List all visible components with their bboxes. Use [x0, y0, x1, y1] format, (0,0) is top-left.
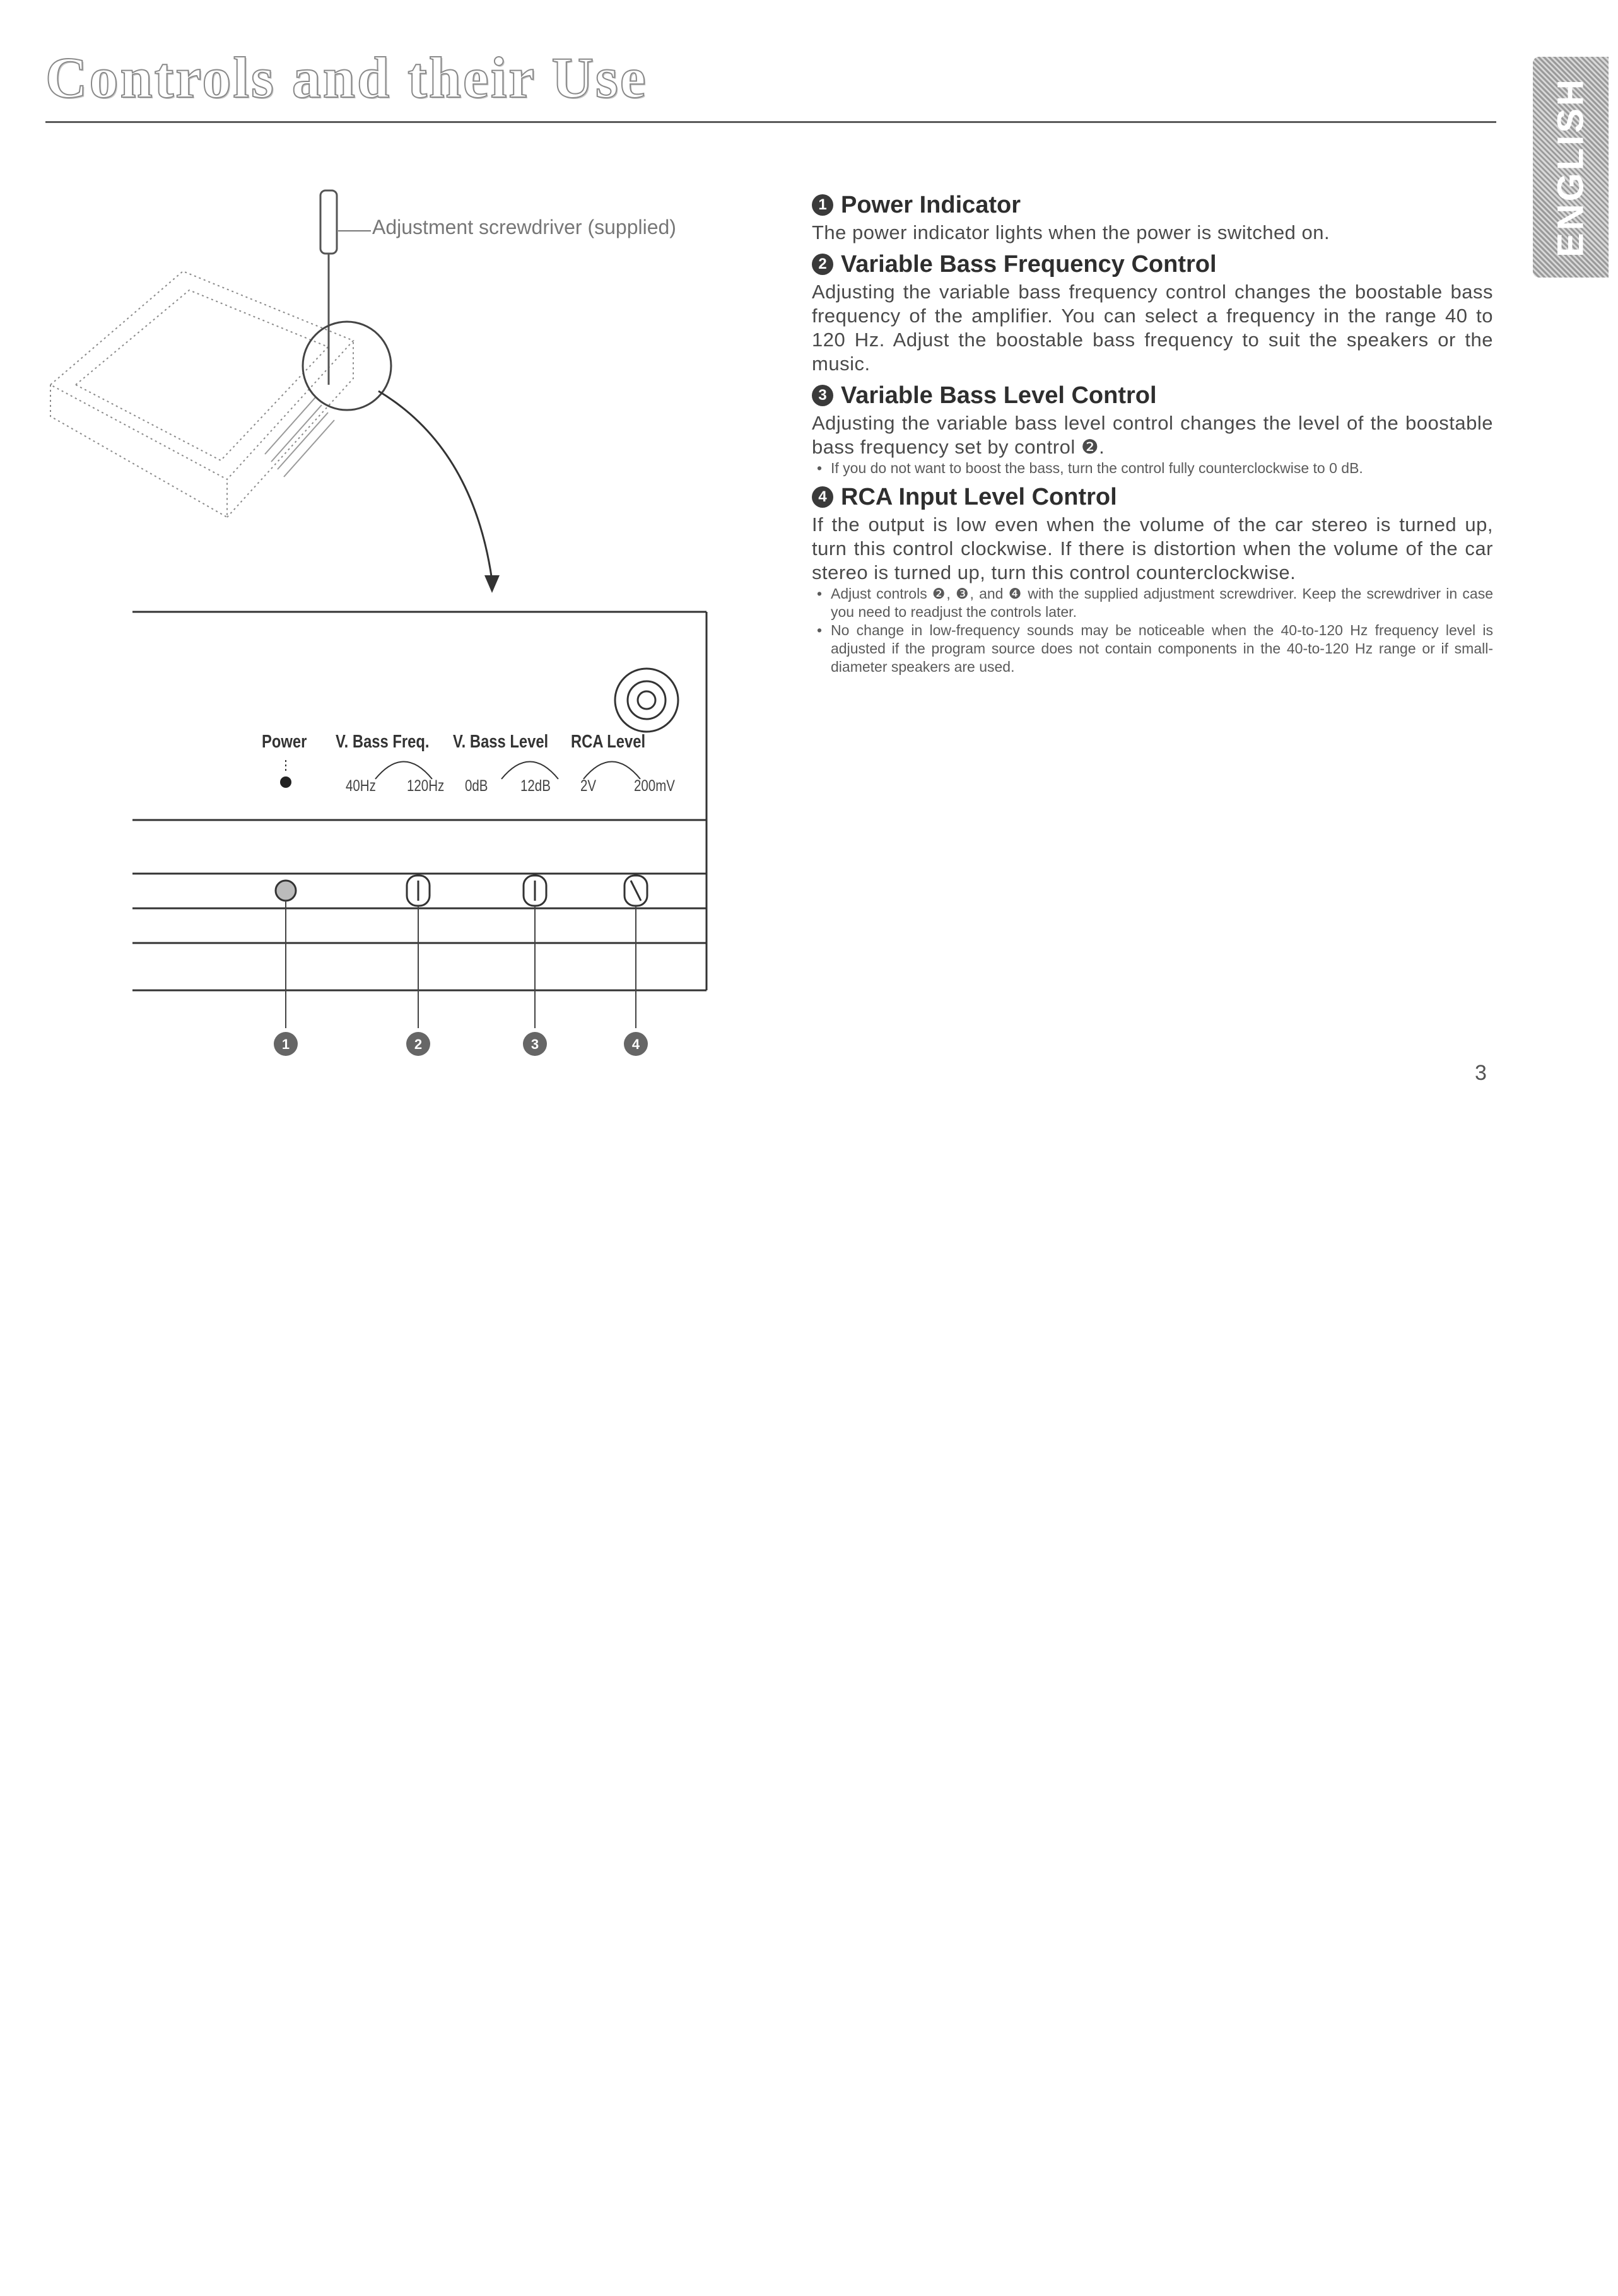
section-number-badge: 4	[812, 486, 833, 508]
section-rca-level	[812, 481, 1493, 676]
scale-rca-level-max: 200mV	[634, 777, 675, 795]
page-title: Controls and their Use	[45, 45, 648, 110]
scale-bass-level-max: 12dB	[520, 777, 551, 795]
section-bass-frequency	[812, 249, 1493, 376]
callout-3: 3	[531, 1036, 539, 1052]
callout-badges	[274, 1032, 648, 1056]
scale-bass-freq-max: 120Hz	[407, 777, 445, 795]
bass-level-knob	[524, 876, 546, 906]
panel-label-rca-level: RCA Level	[571, 732, 646, 752]
section-number-badge: 3	[812, 385, 833, 406]
bass-freq-knob	[407, 876, 430, 906]
section-body: If the output is low even when the volume of the car stereo is turned up, turn this control clockwise. If there is distortion when the volume of the car stereo is turned up, turn this control counterclockwise.	[812, 513, 1493, 583]
panel-label-power: Power	[262, 732, 307, 752]
title-divider	[45, 121, 1496, 123]
page-number: 3	[1475, 1061, 1487, 1085]
section-note: • No change in low-frequency sounds may be noticeable when the 40-to-120 Hz frequency level is adjusted if the program source does not contain components in the 40-to-120 Hz range or if small-diameter speakers are used.	[812, 621, 1493, 676]
section-title: Variable Bass Frequency Control	[841, 251, 1217, 278]
section-power-indicator	[812, 189, 1493, 245]
language-tab	[1533, 57, 1609, 278]
detail-circle	[303, 322, 391, 410]
power-led	[276, 881, 296, 901]
section-note: • If you do not want to boost the bass, turn the control fully counterclockwise to 0 dB.	[812, 459, 1493, 477]
power-led-top	[280, 776, 291, 788]
amplifier-sketch	[50, 271, 353, 517]
controls-description	[812, 189, 1493, 680]
section-heading	[812, 249, 1493, 280]
screwdriver-label: Adjustment screwdriver (supplied)	[372, 216, 676, 238]
section-bass-level	[812, 380, 1493, 477]
scale-bass-freq-min: 40Hz	[346, 777, 376, 795]
section-body: Adjusting the variable bass level control changes the level of the boostable bass frequency set by control ❷.	[812, 412, 1493, 458]
front-panel	[132, 612, 706, 990]
screwdriver	[320, 190, 337, 385]
section-note: • Adjust controls ❷, ❸, and ❹ with the supplied adjustment screwdriver. Keep the screwdriver in case you need to readjust the controls later.	[812, 585, 1493, 621]
section-title: RCA Input Level Control	[841, 484, 1117, 510]
scale-rca-level-min: 2V	[580, 777, 597, 795]
callout-4: 4	[631, 1036, 640, 1052]
amplifier-diagram	[38, 177, 719, 1072]
scale-bass-level-min: 0dB	[465, 777, 488, 795]
language-tab-label: ENGLISH	[1550, 77, 1592, 257]
section-number-badge: 2	[812, 254, 833, 275]
rca-level-knob	[624, 876, 647, 906]
callout-1: 1	[281, 1036, 290, 1052]
section-title: Power Indicator	[841, 192, 1021, 218]
section-heading	[812, 380, 1493, 411]
section-heading	[812, 189, 1493, 221]
panel-label-bass-freq: V. Bass Freq.	[336, 732, 430, 752]
section-number-badge: 1	[812, 194, 833, 216]
callout-2: 2	[414, 1036, 423, 1052]
controls-illustration	[38, 177, 719, 1072]
detail-arrow	[378, 391, 492, 580]
section-body: Adjusting the variable bass frequency control changes the boostable bass frequency of the amplifier. You can select a frequency in the range 40 to 120 Hz. Adjust the boostable bass frequency to suit the speakers or the music.	[812, 281, 1493, 375]
section-body: The power indicator lights when the power is switched on.	[812, 221, 1330, 243]
panel-label-bass-level: V. Bass Level	[453, 732, 549, 752]
section-heading	[812, 481, 1493, 513]
detail-arrow-head	[484, 575, 500, 593]
section-title: Variable Bass Level Control	[841, 382, 1157, 409]
rca-jack	[615, 669, 678, 732]
